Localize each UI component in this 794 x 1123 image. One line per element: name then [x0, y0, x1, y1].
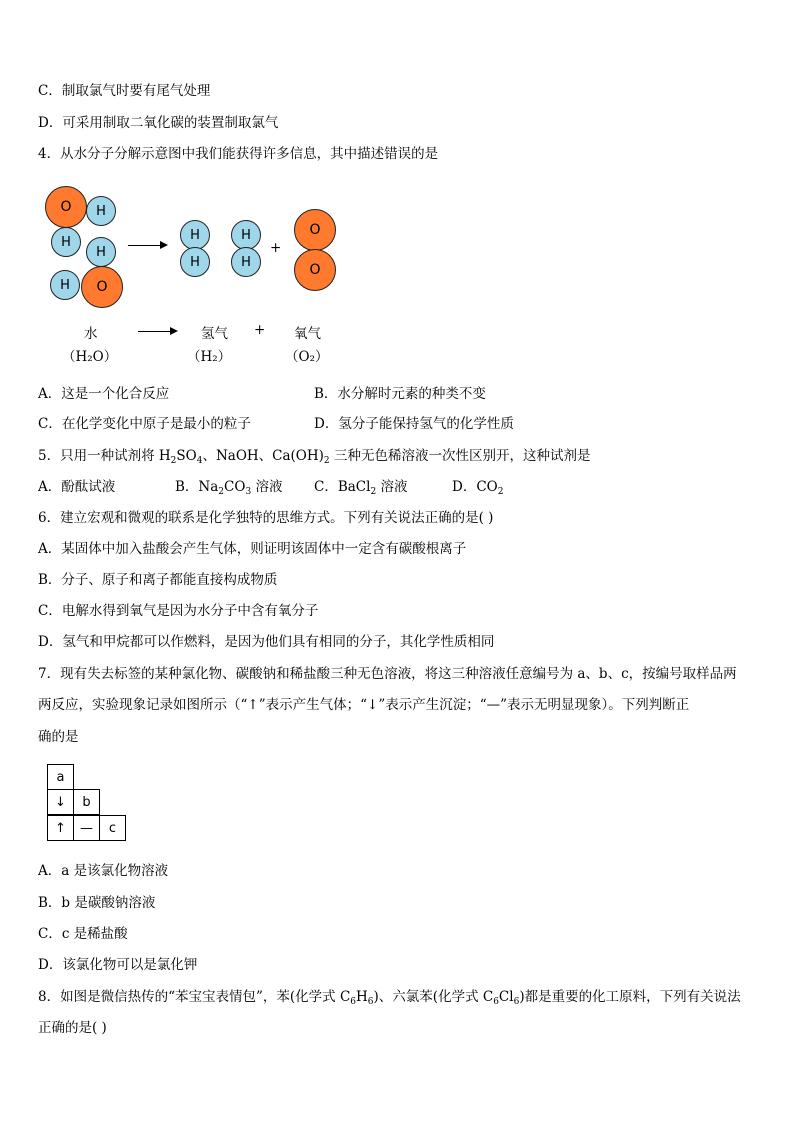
water-label: 水 — [84, 326, 98, 342]
table-cell-c: c — [99, 815, 126, 841]
table-cell-a: a — [47, 764, 74, 790]
hydrogen-atom: H — [50, 270, 80, 300]
reaction-arrow-icon — [128, 245, 166, 246]
q3-option-c: C．制取氯气时要有尾气处理 — [38, 83, 211, 99]
q5-option-b: B．$Na_2CO_3$ 溶液 — [175, 479, 283, 497]
oxygen-atom: O — [294, 249, 336, 291]
q7-option-c: C．c 是稀盐酸 — [38, 926, 128, 942]
q8-stem-line1: 8．如图是微信热传的“苯宝宝表情包”，苯(化学式 $C_6H_6$)、六氯苯(化学式 $C_6Cl_6$)都是重要的化工原料，下列有关说法 — [38, 989, 741, 1007]
table-cell-up-arrow: ↑ — [47, 815, 74, 841]
hydrogen-atom: H — [86, 196, 116, 226]
plus-sign: + — [270, 240, 282, 256]
q5-option-c: C．BaCl$_2$ 溶液 — [314, 479, 408, 497]
q7-option-b: B．b 是碳酸钠溶液 — [38, 895, 156, 911]
table-cell-down-arrow: ↓ — [47, 789, 74, 815]
oxygen-formula: （O₂） — [285, 349, 329, 365]
hydrogen-atom: H — [51, 227, 81, 257]
q7-stem-line1: 7．现有失去标签的某种氯化物、碳酸钠和稀盐酸三种无色溶液，将这三种溶液任意编号为 a、b、c，按编号取样品两 — [38, 666, 737, 682]
q7-option-d: D．该氯化物可以是氯化钾 — [38, 957, 198, 973]
water-formula: （H₂O） — [62, 349, 118, 365]
q4-option-a: A．这是一个化合反应 — [38, 386, 170, 402]
hydrogen-formula: （H₂） — [187, 349, 232, 365]
oxygen-atom: O — [294, 209, 336, 251]
oxygen-atom: O — [45, 186, 87, 228]
hydrogen-atom: H — [231, 247, 261, 277]
q6-option-b: B．分子、原子和离子都能直接构成物质 — [38, 572, 278, 588]
q7-stem-line3: 确的是 — [38, 729, 79, 745]
q4-option-c: C．在化学变化中原子是最小的粒子 — [38, 416, 251, 432]
table-cell-dash: — — [73, 815, 100, 841]
hydrogen-atom: H — [180, 220, 210, 250]
q4-option-b: B．水分解时元素的种类不变 — [314, 386, 486, 402]
hydrogen-label: 氢气 — [201, 326, 228, 342]
q7-stem-line2: 两反应，实验现象记录如图所示（“↑”表示产生气体；“↓”表示产生沉淀；“—”表示无明显现象）。下列判断正 — [38, 697, 690, 713]
q4-stem: 4．从水分子分解示意图中我们能获得许多信息，其中描述错误的是 — [38, 146, 439, 162]
q3-option-d: D．可采用制取二氧化碳的装置制取氯气 — [38, 115, 279, 131]
q5-stem: 5．只用一种试剂将 $H_2SO_4$、NaOH、$Ca(OH)_2$ 三种无色稀溶液一次性区别开，这种试剂是 — [38, 448, 591, 466]
q5-option-a: A．酚酞试液 — [38, 479, 116, 495]
label-arrow-icon — [138, 331, 176, 332]
plus-sign: + — [254, 322, 266, 338]
q6-option-c: C．电解水得到氧气是因为水分子中含有氧分子 — [38, 603, 319, 619]
q6-option-d: D．氢气和甲烷都可以作燃料，是因为他们具有相同的分子，其化学性质相同 — [38, 634, 495, 650]
hydrogen-atom: H — [231, 220, 261, 250]
q5-option-d: D．$CO_2$ — [452, 479, 504, 497]
hydrogen-atom: H — [86, 237, 116, 267]
oxygen-label: 氧气 — [294, 326, 321, 342]
hydrogen-atom: H — [180, 247, 210, 277]
oxygen-atom: O — [81, 266, 123, 308]
q7-option-a: A．a 是该氯化物溶液 — [38, 863, 169, 879]
q6-stem: 6．建立宏观和微观的联系是化学独特的思维方式。下列有关说法正确的是( ) — [38, 510, 494, 526]
q8-stem-line2: 正确的是( ) — [38, 1020, 107, 1036]
q6-option-a: A．某固体中加入盐酸会产生气体，则证明该固体中一定含有碳酸根离子 — [38, 541, 467, 557]
q4-option-d: D．氢分子能保持氢气的化学性质 — [314, 416, 514, 432]
table-cell-b: b — [73, 789, 100, 815]
